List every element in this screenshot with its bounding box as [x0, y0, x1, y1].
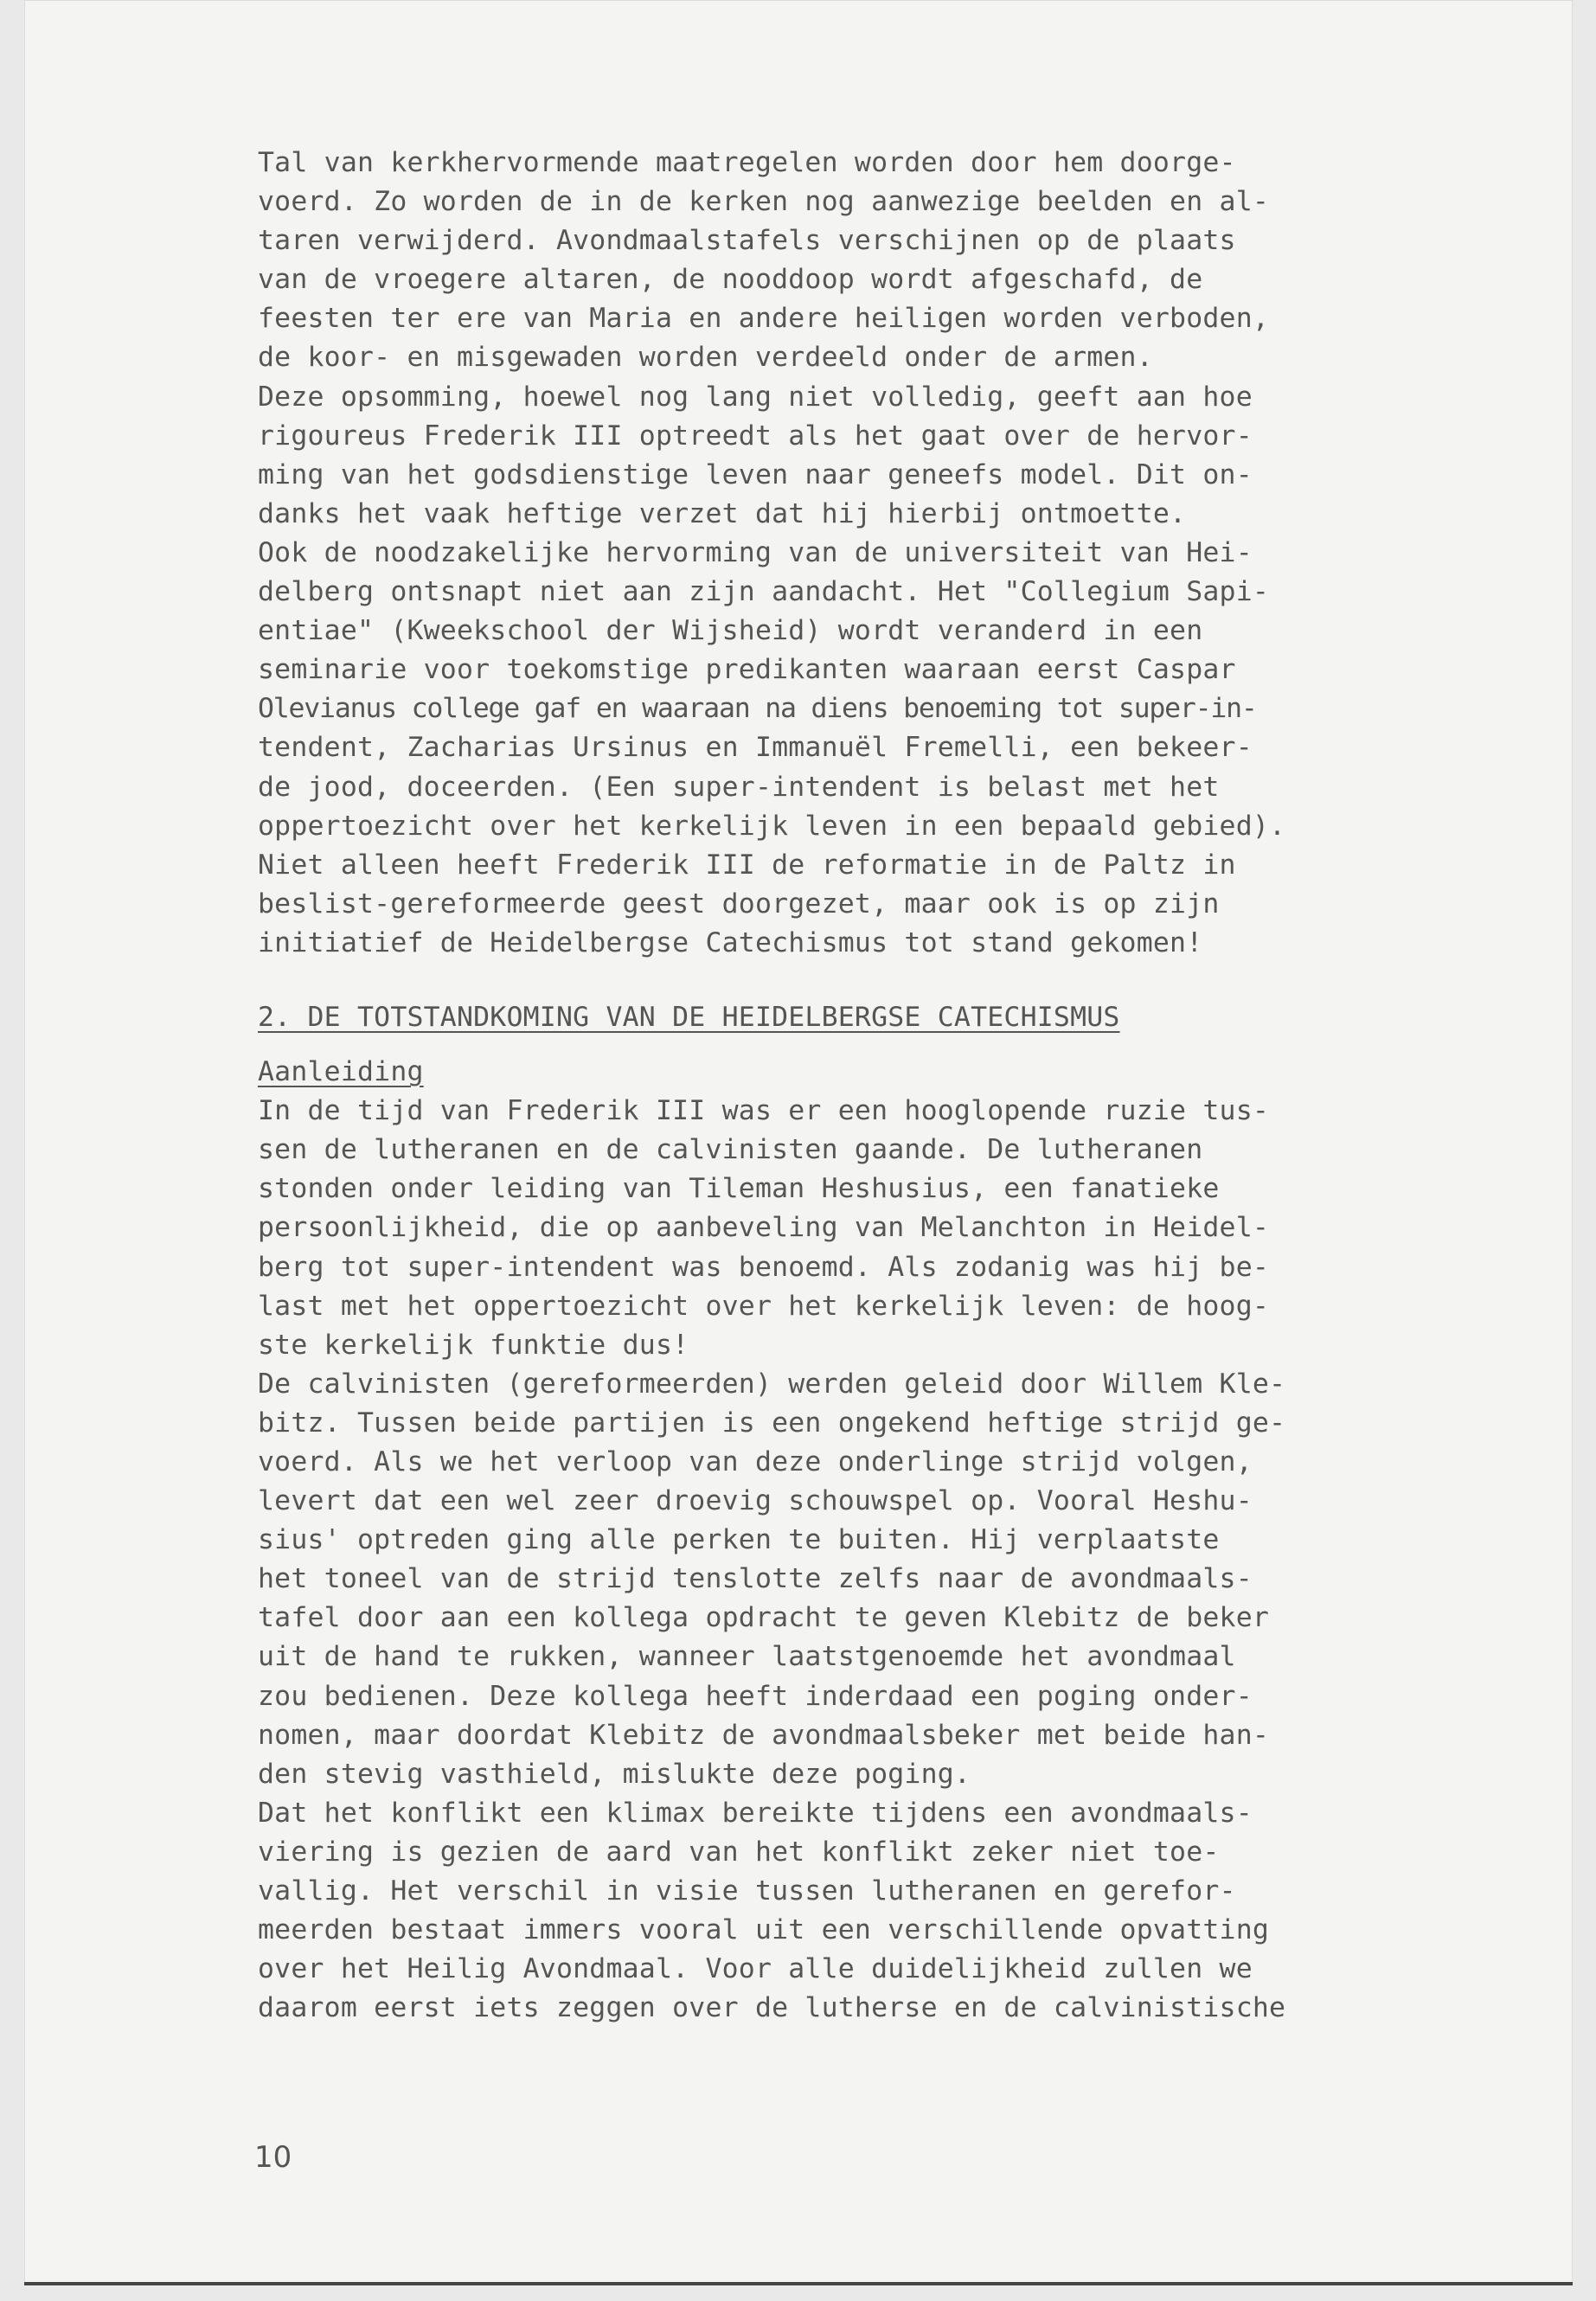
- body-text: [258, 144, 1503, 2028]
- text-line: voerd. Als we het verloop van deze onderlinge strijd volgen,: [258, 1446, 1253, 1477]
- spacer: [258, 1037, 1503, 1053]
- text-line: initiatief de Heidelbergse Catechismus tot stand gekomen!: [258, 926, 1203, 958]
- text-line: meerden bestaat immers vooral uit een verschillende opvatting: [258, 1914, 1270, 1946]
- text-line: taren verwijderd. Avondmaalstafels verschijnen op de plaats: [258, 225, 1236, 257]
- paragraph-2: [258, 1092, 1503, 2028]
- text-line: levert dat een wel zeer droevig schouwspel op. Vooral Heshu-: [258, 1485, 1253, 1517]
- text-line: nomen, maar doordat Klebitz de avondmaalsbeker met beide han-: [258, 1719, 1270, 1751]
- text-line: entiae" (Kweekschool der Wijsheid) wordt veranderd in een: [258, 615, 1203, 647]
- document-page: [24, 0, 1573, 2284]
- text-line: ming van het godsdienstige leven naar geneefs model. Dit on-: [258, 458, 1253, 490]
- text-line: Tal van kerkhervormende maatregelen worden door hem doorge-: [258, 147, 1236, 178]
- text-line: sen de lutheranen en de calvinisten gaande. De lutheranen: [258, 1134, 1203, 1166]
- text-line: sius' optreden ging alle perken te buiten. Hij verplaatste: [258, 1524, 1220, 1556]
- text-line: Niet alleen heeft Frederik III de reformatie in de Paltz in: [258, 849, 1236, 881]
- text-line: de jood, doceerden. (Een super-intendent is belast met het: [258, 771, 1220, 803]
- text-line: ste kerkelijk funktie dus!: [258, 1329, 689, 1361]
- text-line: In de tijd van Frederik III was er een hooglopende ruzie tus-: [258, 1095, 1270, 1127]
- text-line: den stevig vasthield, mislukte deze poging.: [258, 1758, 971, 1790]
- text-line: stonden onder leiding van Tileman Heshusius, een fanatieke: [258, 1173, 1220, 1205]
- text-line: Olevianus college gaf en waaraan na diens benoeming tot super-in-: [258, 693, 1257, 725]
- text-line: voerd. Zo worden de in de kerken nog aanwezige beelden en al-: [258, 186, 1270, 218]
- text-line: delberg ontsnapt niet aan zijn aandacht. Het "Collegium Sapi-: [258, 576, 1270, 608]
- text-line: feesten ter ere van Maria en andere heiligen worden verboden,: [258, 303, 1270, 335]
- paragraph-1: [258, 144, 1503, 963]
- subheading: Aanleiding: [258, 1056, 424, 1088]
- text-line: over het Heilig Avondmaal. Voor alle duidelijkheid zullen we: [258, 1953, 1253, 1985]
- text-line: tafel door aan een kollega opdracht te geven Klebitz de beker: [258, 1602, 1270, 1634]
- page-number: 10: [254, 2140, 292, 2175]
- bottom-edge-rule: [24, 2282, 1573, 2285]
- text-line: danks het vaak heftige verzet dat hij hierbij ontmoette.: [258, 497, 1187, 529]
- text-line: Dat het konflikt een klimax bereikte tijdens een avondmaals-: [258, 1797, 1253, 1829]
- text-line: tendent, Zacharias Ursinus en Immanuël Fremelli, een bekeer-: [258, 732, 1253, 764]
- section-heading: 2. DE TOTSTANDKOMING VAN DE HEIDELBERGSE CATECHISMUS: [258, 1001, 1120, 1033]
- text-line: oppertoezicht over het kerkelijk leven in een bepaald gebied).: [258, 810, 1286, 842]
- text-line: vallig. Het verschil in visie tussen lutheranen en gerefor-: [258, 1875, 1236, 1907]
- text-line: berg tot super-intendent was benoemd. Als zodanig was hij be-: [258, 1251, 1270, 1283]
- text-line: Deze opsomming, hoewel nog lang niet volledig, geeft aan hoe: [258, 381, 1253, 413]
- text-line: zou bedienen. Deze kollega heeft inderdaad een poging onder-: [258, 1680, 1253, 1712]
- text-line: seminarie voor toekomstige predikanten waaraan eerst Caspar: [258, 654, 1236, 686]
- text-line: daarom eerst iets zeggen over de lutherse en de calvinistische: [258, 1992, 1286, 2024]
- text-line: rigoureus Frederik III optreedt als het gaat over de hervor-: [258, 420, 1253, 452]
- spacer: [258, 963, 1503, 998]
- text-line: beslist-gereformeerde geest doorgezet, maar ook is op zijn: [258, 888, 1220, 920]
- text-line: last met het oppertoezicht over het kerkelijk leven: de hoog-: [258, 1290, 1270, 1322]
- text-line: de koor- en misgewaden worden verdeeld onder de armen.: [258, 342, 1153, 374]
- text-line: Ook de noodzakelijke hervorming van de universiteit van Hei-: [258, 536, 1253, 568]
- text-line: De calvinisten (gereformeerden) werden geleid door Willem Kle-: [258, 1368, 1286, 1400]
- text-line: uit de hand te rukken, wanneer laatstgenoemde het avondmaal: [258, 1641, 1236, 1673]
- text-line: van de vroegere altaren, de nooddoop wordt afgeschafd, de: [258, 264, 1203, 296]
- text-line: persoonlijkheid, die op aanbeveling van Melanchton in Heidel-: [258, 1212, 1270, 1244]
- text-line: bitz. Tussen beide partijen is een ongekend heftige strijd ge-: [258, 1407, 1286, 1439]
- text-line: het toneel van de strijd tenslotte zelfs naar de avondmaals-: [258, 1563, 1253, 1595]
- text-line: viering is gezien de aard van het konflikt zeker niet toe-: [258, 1836, 1220, 1868]
